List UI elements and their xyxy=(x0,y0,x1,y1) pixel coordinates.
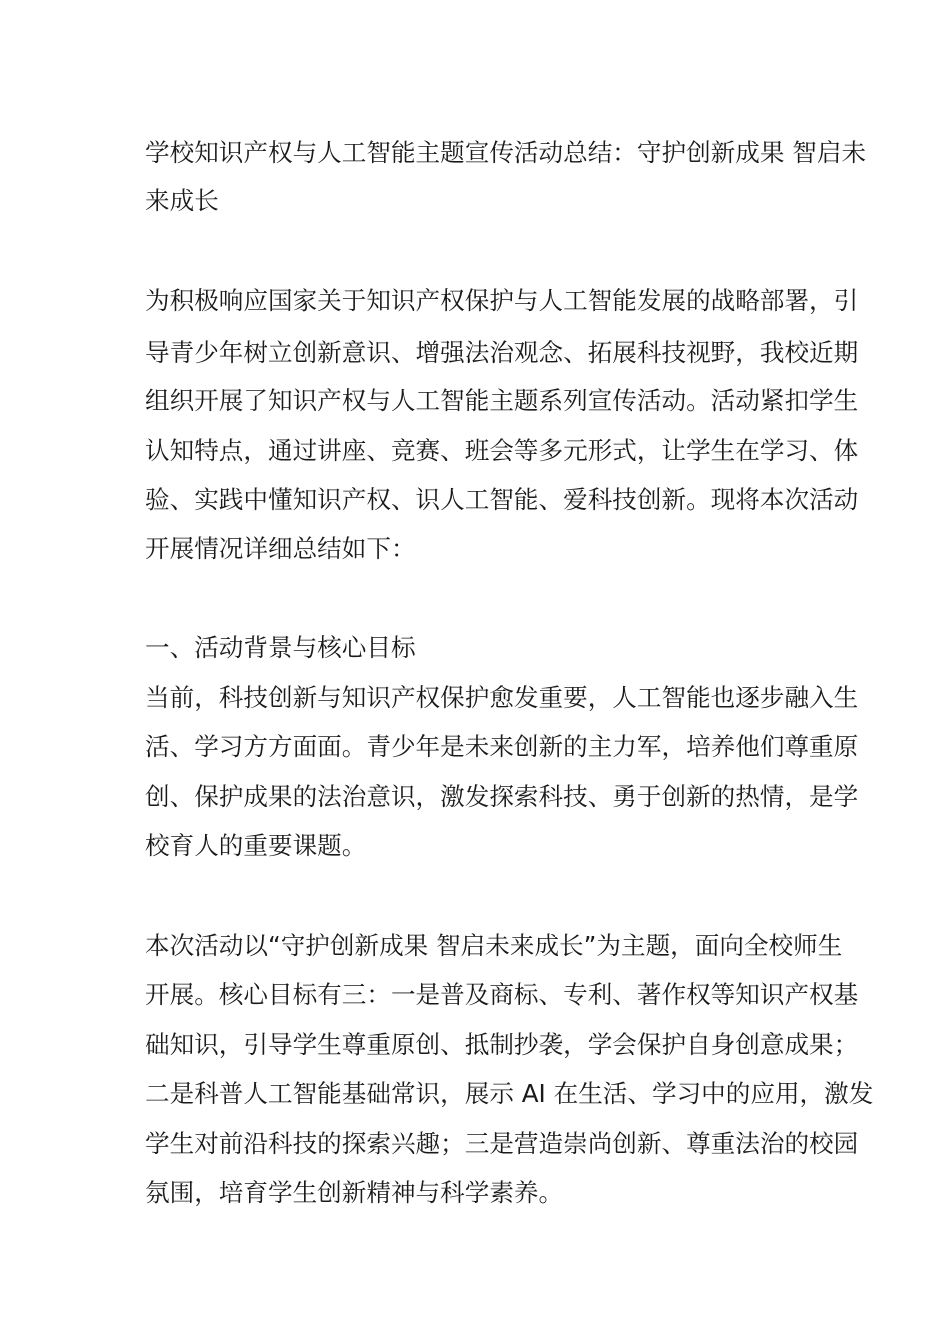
intro-line-5: 验、实践中懂知识产权、识人工智能、爱科技创新。现将本次活动 xyxy=(145,485,859,514)
section1-para2-line-3: 础知识，引导学生尊重原创、抵制抄袭，学会保护自身创意成果； xyxy=(145,1030,859,1059)
section-heading: 一、活动背景与核心目标 xyxy=(145,633,416,662)
section1-para1-line-3: 创、保护成果的法治意识，激发探索科技、勇于创新的热情，是学 xyxy=(145,782,859,811)
section1-para1-line-2: 活、学习方方面面。青少年是未来创新的主力军，培养他们尊重原 xyxy=(145,732,859,761)
section1-para2-line-4: 二是科普人工智能基础常识，展示 AI 在生活、学习中的应用，激发 xyxy=(145,1079,874,1108)
intro-line-1: 为积极响应国家关于知识产权保护与人工智能发展的战略部署，引 xyxy=(145,286,859,315)
section1-para2-line-2: 开展。核心目标有三：一是普及商标、专利、著作权等知识产权基 xyxy=(145,980,859,1009)
intro-line-4: 认知特点，通过讲座、竞赛、班会等多元形式，让学生在学习、体 xyxy=(145,436,859,465)
section1-para2-line-6: 氛围，培育学生创新精神与科学素养。 xyxy=(145,1178,564,1207)
document-title-line-1: 学校知识产权与人工智能主题宣传活动总结：守护创新成果 智启未 xyxy=(145,138,867,167)
section1-para1-line-4: 校育人的重要课题。 xyxy=(145,831,367,860)
section1-para1-line-1: 当前，科技创新与知识产权保护愈发重要，人工智能也逐步融入生 xyxy=(145,683,859,712)
intro-line-3: 组织开展了知识产权与人工智能主题系列宣传活动。活动紧扣学生 xyxy=(145,386,859,415)
document-title-line-2: 来成长 xyxy=(145,186,219,215)
section1-para2-line-1: 本次活动以“守护创新成果 智启未来成长”为主题，面向全校师生 xyxy=(145,931,843,960)
section1-para2-line-5: 学生对前沿科技的探索兴趣；三是营造崇尚创新、尊重法治的校园 xyxy=(145,1129,859,1158)
intro-line-2: 导青少年树立创新意识、增强法治观念、拓展科技视野，我校近期 xyxy=(145,338,859,367)
intro-line-6: 开展情况详细总结如下： xyxy=(145,534,416,563)
